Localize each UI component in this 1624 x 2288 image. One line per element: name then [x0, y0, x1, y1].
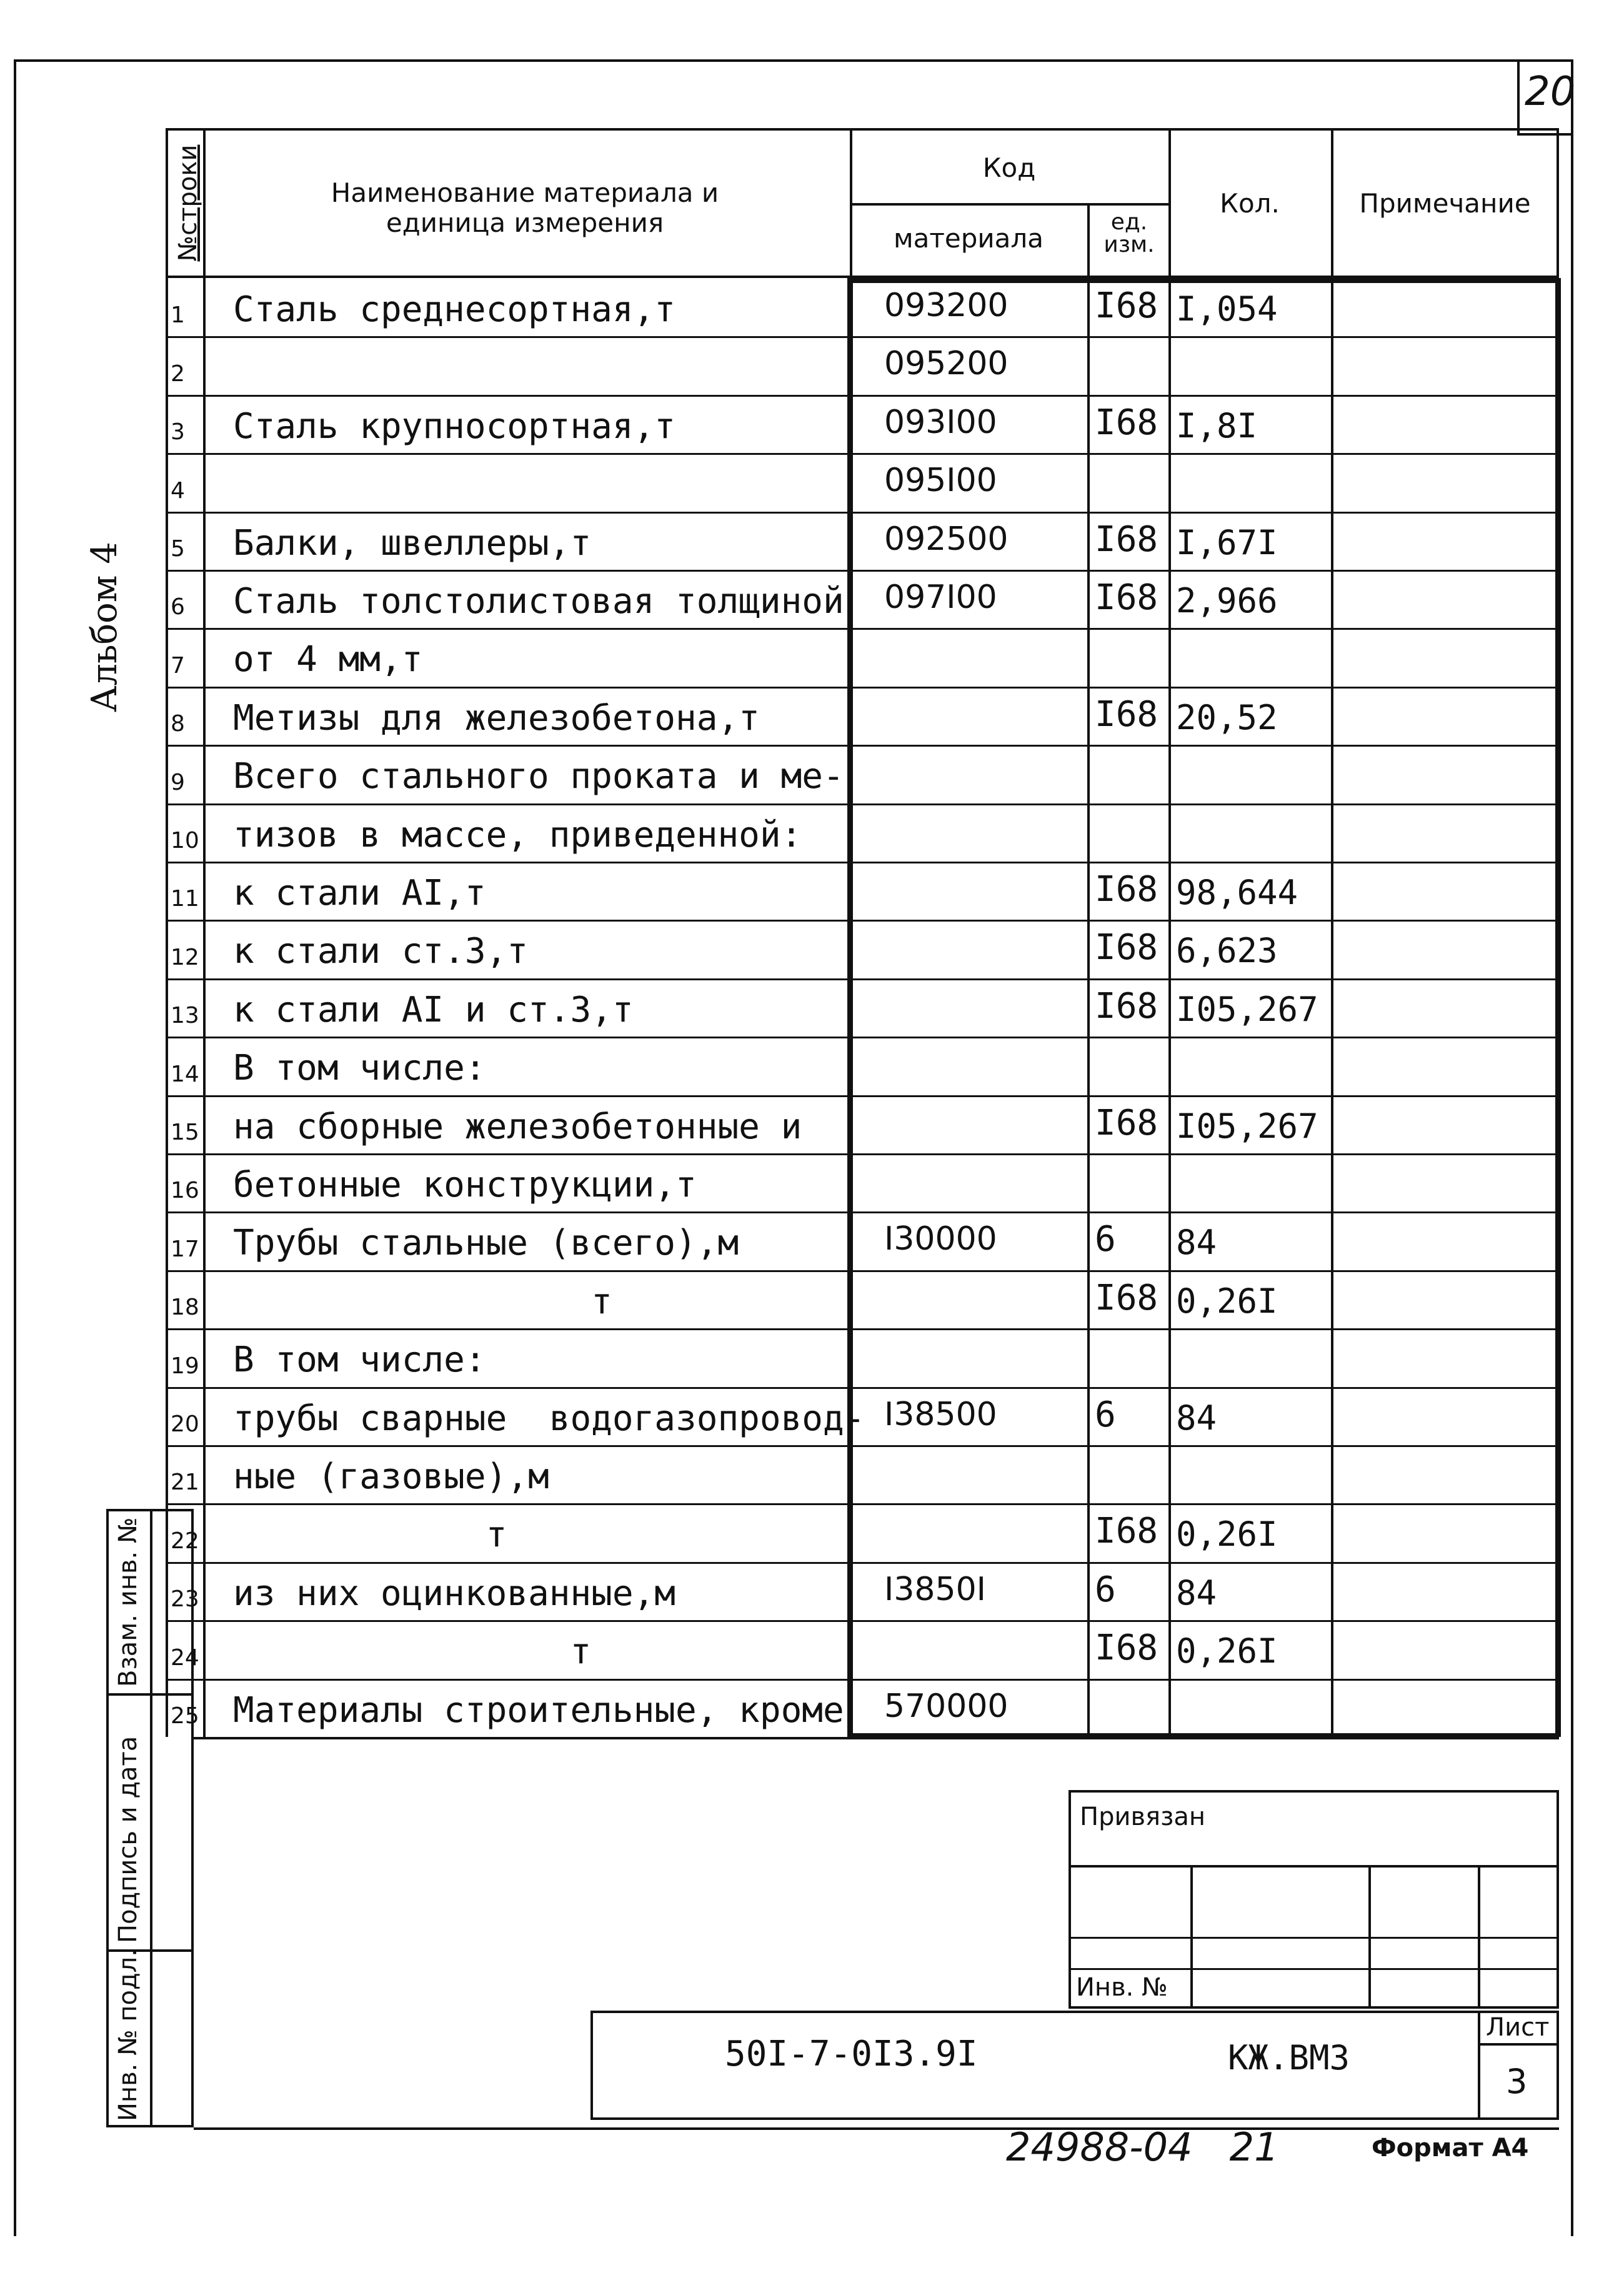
- row-number: 18: [171, 1295, 199, 1321]
- row-quantity: 2,966: [1176, 581, 1278, 620]
- row-name: трубы сварные водогазопровод-: [233, 1398, 865, 1439]
- row-code: 570000: [884, 1687, 1009, 1725]
- side-vzam-inv: Взам. инв. №: [114, 1517, 142, 1687]
- row-name: Метизы для железобетона,т: [233, 697, 760, 739]
- header-code-unit: ед. изм.: [1103, 209, 1155, 257]
- grid-line: [166, 453, 1559, 455]
- row-quantity: 84: [1176, 1223, 1217, 1263]
- row-unit: I68: [1095, 869, 1158, 910]
- row-quantity: 98,644: [1176, 873, 1298, 912]
- row-number: 4: [171, 477, 185, 504]
- row-name: Всего стального проката и ме-: [233, 756, 844, 797]
- row-quantity: 84: [1176, 1398, 1217, 1438]
- row-number: 2: [171, 361, 185, 387]
- grid-line: [166, 745, 1559, 747]
- row-number: 16: [171, 1178, 199, 1204]
- row-quantity: 0,26I: [1176, 1281, 1278, 1321]
- row-number: 7: [171, 652, 185, 679]
- row-number: 9: [171, 769, 185, 795]
- row-number: 17: [171, 1236, 199, 1262]
- row-number: 22: [171, 1528, 199, 1554]
- row-name: Сталь крупносортная,т: [233, 405, 676, 447]
- grid-line: [203, 278, 206, 1737]
- row-unit: 6: [1095, 1569, 1116, 1610]
- row-unit: I68: [1095, 1102, 1158, 1143]
- row-quantity: 84: [1176, 1573, 1217, 1613]
- row-unit: I68: [1095, 402, 1158, 443]
- row-unit: I68: [1095, 1628, 1158, 1669]
- handwritten-code: 24988-04 21: [1006, 2124, 1279, 2170]
- grid-line: [166, 1503, 1559, 1505]
- row-quantity: I05,267: [1176, 1106, 1318, 1146]
- row-quantity: 20,52: [1176, 697, 1278, 737]
- row-name: на сборные железобетонные и: [233, 1106, 802, 1147]
- row-number: 25: [171, 1703, 199, 1729]
- row-code: I3850I: [884, 1570, 987, 1608]
- grid-line: [166, 1387, 1559, 1389]
- row-quantity: I05,267: [1176, 989, 1318, 1029]
- header-code: Код: [982, 152, 1036, 183]
- row-name: т: [233, 1515, 507, 1556]
- grid-line: [166, 1445, 1559, 1447]
- header-quantity: Кол.: [1220, 188, 1280, 219]
- row-unit: I68: [1095, 519, 1158, 560]
- row-number: 23: [171, 1586, 199, 1613]
- row-name: Сталь среднесортная,т: [233, 289, 676, 330]
- row-number: 24: [171, 1644, 199, 1671]
- row-unit: 6: [1095, 1219, 1116, 1260]
- grid-line: [166, 687, 1559, 689]
- grid-line: [166, 978, 1559, 980]
- grid-line: [166, 336, 1559, 338]
- grid-line: [166, 1679, 1559, 1681]
- row-quantity: 0,26I: [1176, 1515, 1278, 1554]
- grid-line: [847, 278, 853, 1737]
- row-number: 6: [171, 594, 185, 620]
- grid-line: [166, 512, 1559, 514]
- grid-line: [166, 1562, 1559, 1564]
- row-quantity: 6,623: [1176, 931, 1278, 971]
- row-unit: I68: [1095, 694, 1158, 735]
- row-name: из них оцинкованные,м: [233, 1573, 676, 1614]
- row-name: от 4 мм,т: [233, 639, 423, 680]
- row-code: 095200: [884, 345, 1009, 383]
- grid-line: [166, 862, 1559, 863]
- header-note: Примечание: [1359, 188, 1531, 219]
- grid-line: [850, 278, 1559, 283]
- row-code: 097I00: [884, 579, 997, 616]
- grid-line: [166, 628, 1559, 630]
- row-number: 21: [171, 1470, 199, 1496]
- row-unit: I68: [1095, 577, 1158, 618]
- row-code: 093I00: [884, 403, 997, 441]
- grid-line: [166, 1037, 1559, 1038]
- format-label: Формат А4: [1372, 2134, 1529, 2162]
- row-name: бетонные конструкции,т: [233, 1165, 697, 1205]
- row-unit: I68: [1095, 927, 1158, 968]
- grid-line: [166, 1211, 1559, 1213]
- grid-line: [166, 1270, 1559, 1272]
- row-number: 12: [171, 944, 199, 970]
- row-number: 19: [171, 1353, 199, 1379]
- row-code: 093200: [884, 287, 1009, 324]
- side-podpis: Подпись и дата: [114, 1736, 142, 1943]
- row-code: I30000: [884, 1220, 997, 1258]
- grid-line: [166, 570, 1559, 572]
- row-number: 11: [171, 886, 199, 912]
- row-unit: I68: [1095, 1277, 1158, 1318]
- stamp-inv-no: Инв. №: [1076, 1973, 1168, 2002]
- row-name: т: [233, 1281, 612, 1322]
- row-quantity: I,67I: [1176, 522, 1278, 562]
- grid-line: [1087, 278, 1090, 1737]
- grid-line: [166, 920, 1559, 922]
- row-code: I38500: [884, 1395, 997, 1433]
- row-name: ные (газовые),м: [233, 1456, 549, 1497]
- row-name: Трубы стальные (всего),м: [233, 1223, 739, 1264]
- row-quantity: I,8I: [1176, 405, 1258, 445]
- row-number: 15: [171, 1120, 199, 1145]
- grid-line: [1331, 278, 1333, 1737]
- row-name: к стали АI и ст.3,т: [233, 989, 634, 1030]
- row-quantity: 0,26I: [1176, 1631, 1278, 1671]
- row-name: В том числе:: [233, 1340, 486, 1381]
- grid-line: [166, 1620, 1559, 1622]
- grid-line: [166, 395, 1559, 397]
- row-name: Материалы строительные, кроме: [233, 1689, 844, 1731]
- row-unit: I68: [1095, 1511, 1158, 1552]
- doc-code: 50I-7-0I3.9I: [725, 2034, 978, 2074]
- row-name: к стали ст.3,т: [233, 931, 529, 972]
- row-number: 8: [171, 711, 185, 737]
- row-code: 092500: [884, 520, 1009, 558]
- row-name: к стали АI,т: [233, 873, 486, 913]
- header-name: Наименование материала и единица измерения: [331, 177, 719, 239]
- row-name: т: [233, 1631, 592, 1673]
- row-name: В том числе:: [233, 1048, 486, 1089]
- grid-line: [166, 1153, 1559, 1155]
- row-name: Сталь толстолистовая толщиной: [233, 581, 844, 622]
- row-number: 20: [171, 1411, 199, 1437]
- row-number: 1: [171, 302, 185, 329]
- header-code-material: материала: [893, 223, 1044, 254]
- side-inv-podl: Инв. № подл.: [114, 1949, 142, 2121]
- row-number: 14: [171, 1061, 199, 1087]
- row-unit: 6: [1095, 1394, 1116, 1435]
- row-unit: I68: [1095, 286, 1158, 326]
- sheet-value: 3: [1506, 2062, 1528, 2101]
- row-name: Балки, швеллеры,т: [233, 522, 592, 564]
- grid-line: [1555, 278, 1561, 1737]
- grid-line: [166, 1328, 1559, 1330]
- grid-line: [166, 803, 1559, 805]
- album-label: Альбом 4: [84, 542, 125, 712]
- row-number: 13: [171, 1003, 199, 1029]
- row-number: 5: [171, 536, 185, 562]
- header-row-number: №строки: [174, 144, 202, 262]
- grid-line: [1168, 278, 1171, 1737]
- grid-line: [166, 1095, 1559, 1097]
- row-code: 095I00: [884, 462, 997, 500]
- row-unit: I68: [1095, 985, 1158, 1027]
- doc-mark: КЖ.ВМЗ: [1228, 2038, 1350, 2077]
- row-number: 3: [171, 419, 185, 445]
- row-number: 10: [171, 828, 199, 853]
- row-quantity: I,054: [1176, 289, 1278, 329]
- row-name: тизов в массе, приведенной:: [233, 814, 802, 855]
- stamp-bound: Привязан: [1080, 1803, 1206, 1831]
- sheet-number-handwritten: 20: [1525, 69, 1576, 115]
- sheet-label: Лист: [1486, 2013, 1550, 2042]
